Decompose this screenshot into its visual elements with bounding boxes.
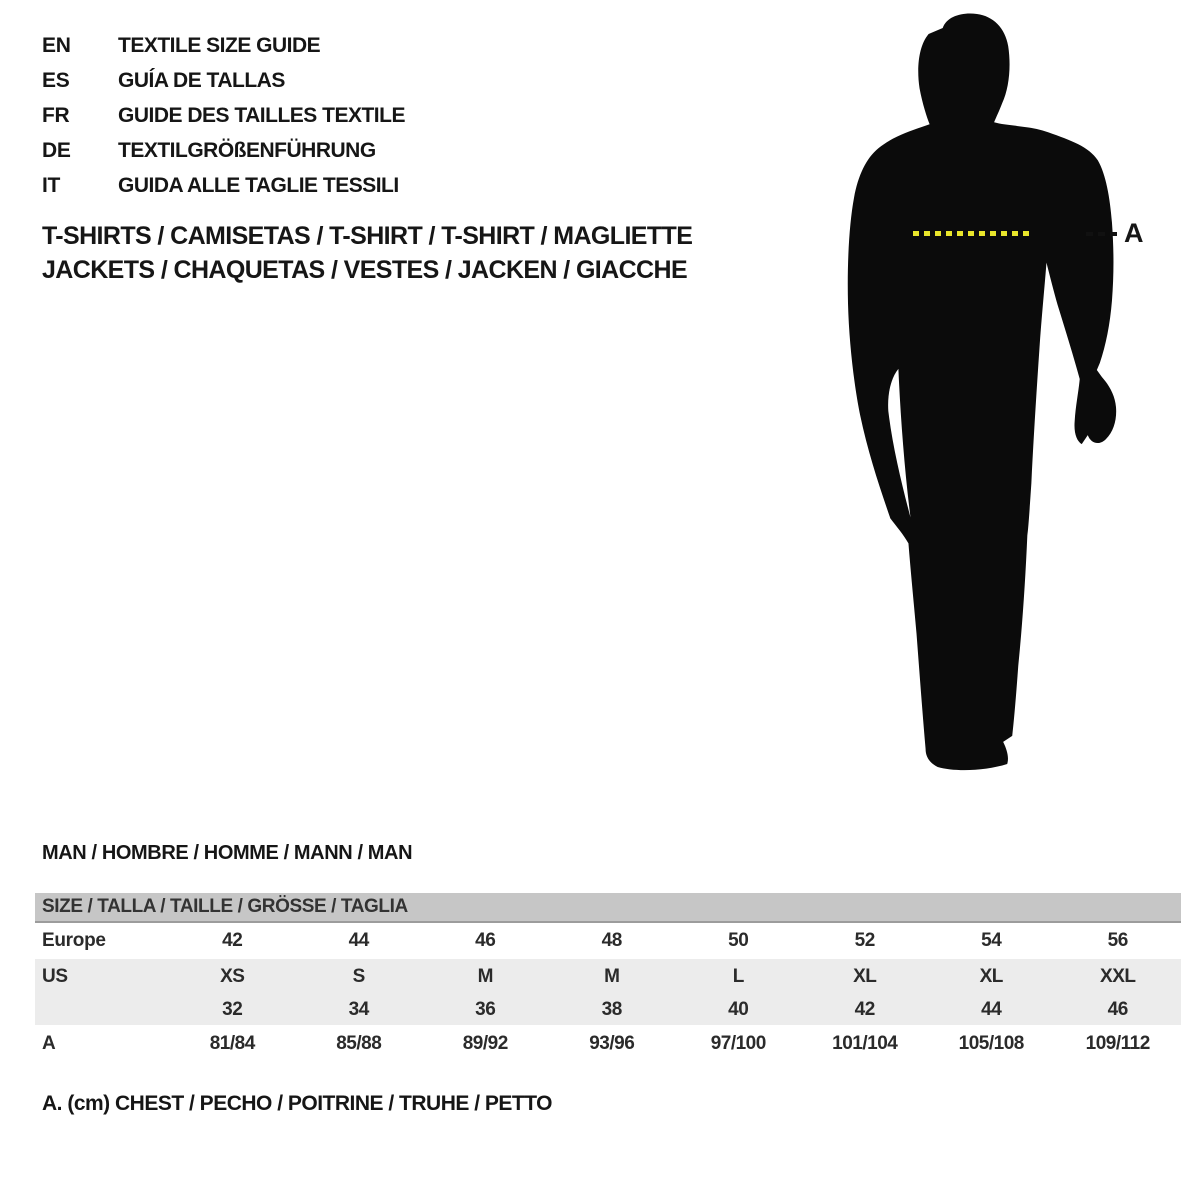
size-cell: 44 <box>348 930 369 951</box>
category-tshirts: T-SHIRTS / CAMISETAS / T-SHIRT / T-SHIRT / MAGLIETTE <box>42 222 693 250</box>
size-cell: 42 <box>854 998 875 1020</box>
size-cell: 40 <box>728 998 749 1020</box>
language-code: FR <box>42 103 70 127</box>
size-cell: 32 <box>222 998 243 1020</box>
language-row-en <box>42 28 405 63</box>
language-code: ES <box>42 68 70 92</box>
size-cell: 52 <box>854 930 875 951</box>
size-cell: 105/108 <box>958 1033 1024 1054</box>
row-label: US <box>42 965 68 987</box>
row-label: Europe <box>42 930 106 951</box>
language-title: TEXTILGRÖßENFÜHRUNG <box>118 138 376 162</box>
size-cell: 50 <box>728 930 749 951</box>
size-cell: S <box>352 965 365 987</box>
language-row-es <box>42 63 405 98</box>
size-cell: 97/100 <box>710 1033 766 1054</box>
size-cell: 44 <box>981 998 1002 1020</box>
size-cell: 56 <box>1107 930 1128 951</box>
row-label: A <box>42 1033 56 1054</box>
size-table <box>35 893 1181 1063</box>
language-row-de <box>42 133 405 168</box>
table-row-us <box>35 959 1181 994</box>
size-cell: L <box>732 965 744 987</box>
size-cell: XS <box>220 965 245 987</box>
chest-measure-line <box>913 231 1031 236</box>
measure-label-a: A <box>1124 218 1144 248</box>
category-jackets: JACKETS / CHAQUETAS / VESTES / JACKEN / GIACCHE <box>42 256 688 284</box>
size-cell: M <box>477 965 493 987</box>
measurement-figure <box>846 12 1196 778</box>
size-cell: 81/84 <box>209 1033 255 1054</box>
man-silhouette-path <box>848 14 1116 771</box>
size-cell: 109/112 <box>1085 1033 1150 1054</box>
size-cell: 93/96 <box>589 1033 635 1054</box>
table-row-chest <box>35 1025 1181 1063</box>
size-cell: 46 <box>1107 998 1128 1020</box>
language-row-fr <box>42 98 405 133</box>
language-row-it <box>42 168 405 203</box>
size-cell: XXL <box>1100 965 1136 987</box>
size-cell: 38 <box>601 998 622 1020</box>
size-cell: 36 <box>475 998 496 1020</box>
table-row-europe <box>35 923 1181 959</box>
measure-leader-dashes <box>1086 232 1118 236</box>
language-title: GUIDA ALLE TAGLIE TESSILI <box>118 173 399 197</box>
size-table-header-label: SIZE / TALLA / TAILLE / GRÖSSE / TAGLIA <box>42 896 408 917</box>
size-cell: 85/88 <box>336 1033 382 1054</box>
language-title: TEXTILE SIZE GUIDE <box>118 33 321 57</box>
size-cell: 89/92 <box>462 1033 508 1054</box>
size-cell: XL <box>979 965 1003 987</box>
language-title: GUIDE DES TAILLES TEXTILE <box>118 103 405 127</box>
size-cell: 46 <box>475 930 496 951</box>
size-cell: 48 <box>601 930 622 951</box>
size-cell: 42 <box>222 930 243 951</box>
category-list <box>42 219 692 287</box>
language-title-list <box>42 28 405 203</box>
language-code: DE <box>42 138 71 162</box>
language-code: EN <box>42 33 71 57</box>
size-cell: XL <box>853 965 877 987</box>
size-cell: 54 <box>981 930 1002 951</box>
size-cell: M <box>604 965 620 987</box>
size-table-header <box>35 893 1181 923</box>
language-code: IT <box>42 173 61 197</box>
man-silhouette-icon <box>846 12 1118 774</box>
size-cell: 101/104 <box>832 1033 898 1054</box>
table-row-numeric <box>35 994 1181 1025</box>
language-title: GUÍA DE TALLAS <box>118 68 285 92</box>
measure-footnote: A. (cm) CHEST / PECHO / POITRINE / TRUHE / PETTO <box>42 1092 553 1115</box>
section-header-man: MAN / HOMBRE / HOMME / MANN / MAN <box>42 842 413 864</box>
size-cell: 34 <box>348 998 369 1020</box>
